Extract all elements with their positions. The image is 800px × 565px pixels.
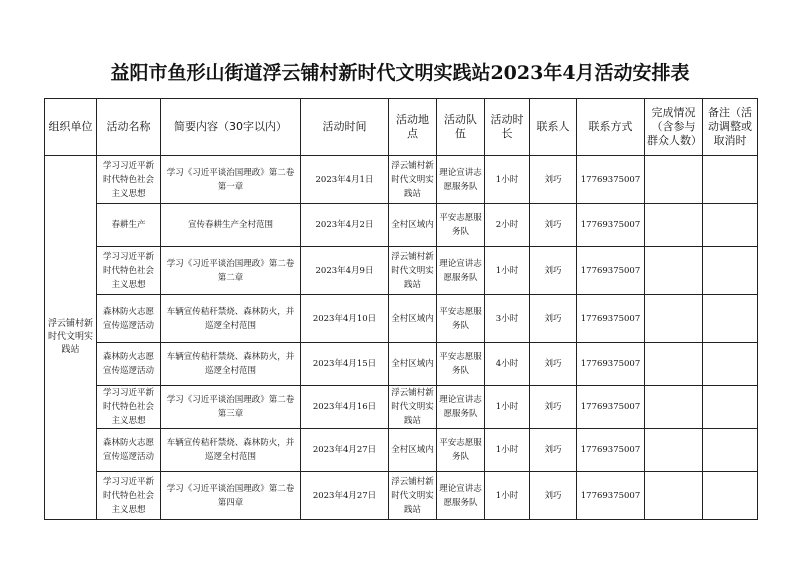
- table-row: [45, 386, 758, 429]
- table-row: [45, 472, 758, 520]
- table-row: [45, 156, 758, 204]
- table-row: [45, 295, 758, 343]
- header-done: 完成情况（含参与群众人数）: [645, 99, 703, 156]
- cell-time: 2023年4月27日: [301, 429, 389, 472]
- header-phone: 联系方式: [577, 99, 645, 156]
- cell-phone: 17769375007: [577, 429, 645, 472]
- cell-time: 2023年4月2日: [301, 204, 389, 247]
- cell-done: [645, 386, 703, 429]
- cell-name: 学习习近平新时代特色社会主义思想: [97, 386, 161, 429]
- cell-done: [645, 295, 703, 343]
- cell-place: 浮云铺村新时代文明实践站: [389, 386, 437, 429]
- cell-team: 平安志愿服务队: [437, 295, 485, 343]
- cell-team: 平安志愿服务队: [437, 429, 485, 472]
- cell-team: 平安志愿服务队: [437, 204, 485, 247]
- cell-name: 春耕生产: [97, 204, 161, 247]
- cell-phone: 17769375007: [577, 156, 645, 204]
- cell-team: 理论宣讲志愿服务队: [437, 386, 485, 429]
- table-row: [45, 343, 758, 386]
- cell-time: 2023年4月15日: [301, 343, 389, 386]
- header-time: 活动时间: [301, 99, 389, 156]
- cell-content: 学习《习近平谈治国理政》第二卷第一章: [161, 156, 301, 204]
- cell-name: 学习习近平新时代特色社会主义思想: [97, 247, 161, 295]
- cell-content: 宣传春耕生产全村范围: [161, 204, 301, 247]
- cell-contact: 刘巧: [530, 156, 577, 204]
- cell-contact: 刘巧: [530, 343, 577, 386]
- cell-phone: 17769375007: [577, 343, 645, 386]
- cell-contact: 刘巧: [530, 429, 577, 472]
- table-row: [45, 247, 758, 295]
- cell-team: 理论宣讲志愿服务队: [437, 156, 485, 204]
- cell-time: 2023年4月16日: [301, 386, 389, 429]
- cell-remark: [703, 429, 758, 472]
- cell-name: 森林防火志愿宣传巡逻活动: [97, 295, 161, 343]
- cell-remark: [703, 156, 758, 204]
- cell-done: [645, 429, 703, 472]
- header-team: 活动队伍: [437, 99, 485, 156]
- cell-phone: 17769375007: [577, 386, 645, 429]
- header-place: 活动地点: [389, 99, 437, 156]
- cell-done: [645, 343, 703, 386]
- cell-name: 森林防火志愿宣传巡逻活动: [97, 343, 161, 386]
- cell-duration: 1小时: [485, 472, 530, 520]
- cell-remark: [703, 472, 758, 520]
- cell-duration: 4小时: [485, 343, 530, 386]
- activity-table: [44, 98, 758, 520]
- header-contact: 联系人: [530, 99, 577, 156]
- cell-done: [645, 472, 703, 520]
- cell-time: 2023年4月9日: [301, 247, 389, 295]
- header-content: 简要内容（30字以内）: [161, 99, 301, 156]
- cell-content: 学习《习近平谈治国理政》第二卷第四章: [161, 472, 301, 520]
- cell-team: 理论宣讲志愿服务队: [437, 247, 485, 295]
- cell-phone: 17769375007: [577, 204, 645, 247]
- page-title: 益阳市鱼形山街道浮云铺村新时代文明实践站2023年4月活动安排表: [110, 62, 690, 84]
- cell-done: [645, 204, 703, 247]
- header-row: [45, 99, 758, 156]
- cell-content: 学习《习近平谈治国理政》第二卷第二章: [161, 247, 301, 295]
- cell-remark: [703, 343, 758, 386]
- cell-content: 学习《习近平谈治国理政》第二卷第三章: [161, 386, 301, 429]
- cell-place: 浮云铺村新时代文明实践站: [389, 156, 437, 204]
- cell-time: 2023年4月1日: [301, 156, 389, 204]
- cell-name: 森林防火志愿宣传巡逻活动: [97, 429, 161, 472]
- cell-done: [645, 156, 703, 204]
- cell-content: 车辆宣传秸秆禁烧、森林防火，并巡逻全村范围: [161, 343, 301, 386]
- header-duration: 活动时长: [485, 99, 530, 156]
- cell-remark: [703, 295, 758, 343]
- cell-place: 全村区域内: [389, 295, 437, 343]
- cell-duration: 2小时: [485, 204, 530, 247]
- cell-place: 浮云铺村新时代文明实践站: [389, 472, 437, 520]
- cell-time: 2023年4月10日: [301, 295, 389, 343]
- cell-content: 车辆宣传秸秆禁烧、森林防火，并巡逻全村范围: [161, 295, 301, 343]
- header-name: 活动名称: [97, 99, 161, 156]
- header-org: 组织单位: [45, 99, 97, 156]
- table-row: [45, 204, 758, 247]
- cell-duration: 1小时: [485, 429, 530, 472]
- cell-contact: 刘巧: [530, 295, 577, 343]
- cell-duration: 1小时: [485, 247, 530, 295]
- cell-name: 学习习近平新时代特色社会主义思想: [97, 472, 161, 520]
- cell-contact: 刘巧: [530, 204, 577, 247]
- cell-remark: [703, 386, 758, 429]
- cell-remark: [703, 247, 758, 295]
- cell-place: 全村区域内: [389, 429, 437, 472]
- cell-place: 全村区域内: [389, 204, 437, 247]
- cell-phone: 17769375007: [577, 472, 645, 520]
- cell-contact: 刘巧: [530, 247, 577, 295]
- cell-phone: 17769375007: [577, 247, 645, 295]
- cell-team: 平安志愿服务队: [437, 343, 485, 386]
- cell-place: 浮云铺村新时代文明实践站: [389, 247, 437, 295]
- cell-phone: 17769375007: [577, 295, 645, 343]
- table-row: [45, 429, 758, 472]
- header-remark: 备注（活动调整或取消时: [703, 99, 758, 156]
- cell-remark: [703, 204, 758, 247]
- cell-done: [645, 247, 703, 295]
- cell-place: 全村区域内: [389, 343, 437, 386]
- cell-name: 学习习近平新时代特色社会主义思想: [97, 156, 161, 204]
- org-unit-cell: 浮云铺村新时代文明实践站: [45, 156, 97, 520]
- cell-contact: 刘巧: [530, 472, 577, 520]
- cell-duration: 1小时: [485, 386, 530, 429]
- cell-duration: 3小时: [485, 295, 530, 343]
- cell-time: 2023年4月27日: [301, 472, 389, 520]
- cell-content: 车辆宣传秸秆禁烧、森林防火，并巡逻全村范围: [161, 429, 301, 472]
- cell-contact: 刘巧: [530, 386, 577, 429]
- cell-team: 理论宣讲志愿服务队: [437, 472, 485, 520]
- cell-duration: 1小时: [485, 156, 530, 204]
